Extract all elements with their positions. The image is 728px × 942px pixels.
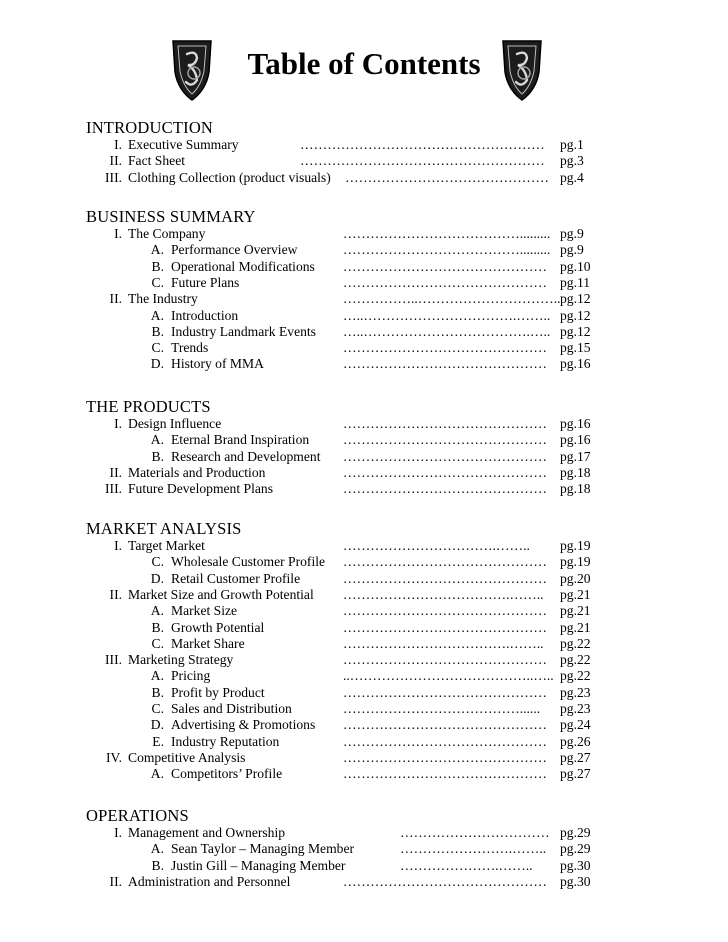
- dot-leader: ……………..…………………………..: [343, 291, 560, 307]
- entry-label: Marketing Strategy: [128, 652, 234, 668]
- entry-label: Introduction: [171, 307, 239, 323]
- entry-number: A.: [150, 242, 164, 258]
- entry-label: Market Share: [171, 635, 245, 651]
- dot-leader: ………………………………………: [343, 464, 547, 480]
- dot-leader: ………………………………………: [343, 873, 547, 889]
- dot-leader: ………………………………………: [343, 432, 547, 448]
- crest-logo-icon: [500, 38, 544, 102]
- toc-subentry[interactable]: [0, 308, 728, 324]
- entry-number: D.: [150, 570, 164, 586]
- toc-entry[interactable]: [0, 170, 728, 186]
- dot-leader: ………………………………………: [343, 340, 547, 356]
- entry-number: C.: [151, 274, 164, 290]
- entry-label: Pricing: [171, 668, 211, 684]
- entry-label: Administration and Personnel: [128, 873, 291, 889]
- dot-leader: ………………………………………: [343, 603, 547, 619]
- page-number: pg.22: [560, 668, 591, 684]
- section-heading: OPERATIONS: [86, 806, 189, 825]
- entry-label: Clothing Collection (product visuals): [128, 169, 331, 185]
- entry-label: Market Size and Growth Potential: [128, 586, 314, 602]
- entry-label: Sean Taylor – Managing Member: [171, 841, 355, 857]
- dot-leader: ………………………………………: [343, 749, 547, 765]
- section-heading: BUSINESS SUMMARY: [86, 207, 256, 226]
- page-number: pg.12: [560, 307, 591, 323]
- entry-number: C.: [151, 554, 164, 570]
- document-header: [0, 38, 728, 108]
- page-number: pg.27: [560, 749, 591, 765]
- page-number: pg.27: [560, 766, 591, 782]
- toc-entry[interactable]: [0, 874, 728, 890]
- page-number: pg.11: [560, 274, 591, 290]
- page-number: pg.12: [560, 291, 591, 307]
- toc-entry[interactable]: [0, 481, 728, 497]
- dot-leader: …………………………….……..: [343, 538, 530, 553]
- entry-label: Trends: [171, 340, 209, 356]
- page-number: pg.23: [560, 684, 591, 700]
- entry-number: D.: [150, 717, 164, 733]
- page-number: pg.16: [560, 416, 591, 431]
- dot-leader: ………………….……..: [400, 857, 533, 873]
- toc-subentry[interactable]: [0, 449, 728, 465]
- entry-label: Market Size: [171, 603, 238, 619]
- entry-number: II.: [109, 873, 122, 889]
- page-number: pg.3: [560, 153, 584, 169]
- entry-label: Executive Summary: [128, 137, 239, 152]
- page-number: pg.29: [560, 841, 591, 857]
- entry-label: History of MMA: [171, 356, 264, 372]
- toc-subentry[interactable]: [0, 324, 728, 340]
- entry-number: B.: [151, 684, 164, 700]
- page-number: pg.1: [560, 137, 584, 152]
- entry-label: Management and Ownership: [128, 825, 286, 840]
- entry-number: D.: [150, 356, 164, 372]
- toc-subentry[interactable]: [0, 766, 728, 782]
- dot-leader: ………………………………………: [343, 717, 547, 733]
- entry-label: Future Development Plans: [128, 481, 273, 497]
- dot-leader: ……………………………: [400, 825, 550, 840]
- entry-number: III.: [105, 652, 122, 668]
- entry-label: Competitors’ Profile: [171, 766, 283, 782]
- dot-leader: ………………………………………: [343, 554, 547, 570]
- dot-leader: ………………………………………: [343, 652, 547, 668]
- dot-leader: ……………………………….……..: [343, 586, 544, 602]
- page-number: pg.4: [560, 169, 584, 185]
- entry-number: II.: [109, 153, 122, 169]
- page-number: pg.19: [560, 538, 591, 553]
- page-number: pg.16: [560, 432, 591, 448]
- entry-label: Growth Potential: [171, 619, 265, 635]
- entry-label: Design Influence: [128, 416, 222, 431]
- toc-subentry[interactable]: [0, 554, 728, 570]
- page-number: pg.18: [560, 464, 591, 480]
- entry-number: A.: [150, 307, 164, 323]
- entry-label: Performance Overview: [171, 242, 298, 258]
- entry-label: Target Market: [128, 538, 205, 553]
- entry-label: Retail Customer Profile: [171, 570, 301, 586]
- entry-number: E.: [152, 733, 164, 749]
- entry-number: I.: [114, 825, 122, 840]
- entry-label: Advertising & Promotions: [171, 717, 316, 733]
- entry-label: Profit by Product: [171, 684, 265, 700]
- section-heading: INTRODUCTION: [86, 118, 214, 137]
- toc-subentry[interactable]: [0, 685, 728, 701]
- page-number: pg.20: [560, 570, 591, 586]
- dot-leader: ………………………………………: [343, 258, 547, 274]
- dot-leader: …..……………………………….…..: [343, 323, 551, 339]
- entry-number: B.: [151, 258, 164, 274]
- toc-entry[interactable]: [0, 750, 728, 766]
- toc-subentry[interactable]: [0, 668, 728, 684]
- entry-number: C.: [151, 635, 164, 651]
- toc-entry[interactable]: [0, 416, 728, 432]
- entry-label: Competitive Analysis: [128, 749, 246, 765]
- entry-label: Research and Development: [171, 448, 321, 464]
- page-number: pg.24: [560, 717, 591, 733]
- toc-entry[interactable]: [0, 652, 728, 668]
- entry-label: Sales and Distribution: [171, 701, 292, 716]
- page-number: pg.9: [560, 226, 584, 241]
- page-number: pg.15: [560, 340, 591, 356]
- entry-number: II.: [109, 586, 122, 602]
- dot-leader: ………………………………………: [343, 570, 547, 586]
- dot-leader: ………………………………………: [343, 619, 547, 635]
- page-number: pg.19: [560, 554, 591, 570]
- page-number: pg.30: [560, 857, 591, 873]
- page-title: Table of Contents: [247, 46, 481, 81]
- toc-subentry[interactable]: [0, 275, 728, 291]
- dot-leader: ………………………………………: [343, 274, 547, 290]
- page-number: pg.10: [560, 258, 591, 274]
- section-heading: MARKET ANALYSIS: [86, 519, 242, 538]
- entry-number: III.: [105, 169, 122, 185]
- entry-number: I.: [114, 137, 122, 152]
- dot-leader: …………………………………......: [343, 701, 541, 716]
- entry-number: A.: [150, 603, 164, 619]
- page-number: pg.17: [560, 448, 591, 464]
- toc-entry[interactable]: [0, 465, 728, 481]
- entry-number: A.: [150, 841, 164, 857]
- toc-subentry[interactable]: [0, 432, 728, 448]
- page-number: pg.22: [560, 635, 591, 651]
- page-number: pg.21: [560, 619, 591, 635]
- page-number: pg.16: [560, 356, 591, 372]
- page-number: pg.9: [560, 242, 584, 258]
- dot-leader: ………………………………….........: [343, 226, 551, 241]
- toc-subentry[interactable]: [0, 620, 728, 636]
- dot-leader: ………………………………………: [343, 356, 547, 372]
- toc-entry[interactable]: [0, 226, 728, 242]
- entry-number: B.: [151, 857, 164, 873]
- dot-leader: ………………………………………: [343, 684, 547, 700]
- page-number: pg.12: [560, 323, 591, 339]
- entry-label: Industry Reputation: [171, 733, 280, 749]
- entry-number: B.: [151, 323, 164, 339]
- entry-number: C.: [151, 701, 164, 716]
- toc-subentry[interactable]: [0, 636, 728, 652]
- dot-leader: ………………………………………: [343, 481, 547, 497]
- entry-number: I.: [114, 416, 122, 431]
- section-heading: THE PRODUCTS: [86, 397, 211, 416]
- page-number: pg.21: [560, 586, 591, 602]
- entry-number: I.: [114, 226, 122, 241]
- entry-number: A.: [150, 432, 164, 448]
- entry-number: B.: [151, 619, 164, 635]
- dot-leader: ………………………………….........: [343, 242, 551, 258]
- entry-number: A.: [150, 668, 164, 684]
- dot-leader: ………………………………………: [343, 766, 547, 782]
- toc-entry[interactable]: [0, 587, 728, 603]
- page-number: pg.21: [560, 603, 591, 619]
- toc-subentry[interactable]: [0, 242, 728, 258]
- entry-label: Eternal Brand Inspiration: [171, 432, 310, 448]
- entry-label: The Industry: [128, 291, 198, 307]
- dot-leader: ………………………………………………: [300, 153, 545, 169]
- dot-leader: …..…………………………….……..: [343, 307, 551, 323]
- toc-entry[interactable]: [0, 153, 728, 169]
- dot-leader: ………………………………………: [343, 448, 547, 464]
- dot-leader: ………………………………………: [343, 416, 547, 431]
- toc-subentry[interactable]: [0, 259, 728, 275]
- toc-subentry[interactable]: [0, 701, 728, 717]
- toc-entry[interactable]: [0, 538, 728, 554]
- toc-subentry[interactable]: [0, 603, 728, 619]
- dot-leader: ………………………………………………: [300, 137, 545, 152]
- entry-label: Future Plans: [171, 274, 240, 290]
- entry-number: II.: [109, 291, 122, 307]
- toc-subentry[interactable]: [0, 356, 728, 372]
- entry-number: B.: [151, 448, 164, 464]
- page-number: pg.23: [560, 701, 591, 716]
- entry-number: A.: [150, 766, 164, 782]
- entry-label: Wholesale Customer Profile: [171, 554, 326, 570]
- toc-subentry[interactable]: [0, 717, 728, 733]
- entry-label: Operational Modifications: [171, 258, 315, 274]
- page-number: pg.26: [560, 733, 591, 749]
- dot-leader: ………………………………………: [345, 169, 549, 185]
- dot-leader: ………………………………………: [343, 733, 547, 749]
- entry-label: The Company: [128, 226, 206, 241]
- entry-label: Industry Landmark Events: [171, 323, 316, 339]
- page-number: pg.18: [560, 481, 591, 497]
- entry-number: III.: [105, 481, 122, 497]
- page-number: pg.29: [560, 825, 591, 840]
- dot-leader: ..…………………………………..…..: [343, 668, 554, 684]
- toc-subentry[interactable]: [0, 571, 728, 587]
- dot-leader: ……………………………….……..: [343, 635, 544, 651]
- entry-number: IV.: [106, 749, 122, 765]
- toc-subentry[interactable]: [0, 340, 728, 356]
- entry-number: I.: [114, 538, 122, 553]
- page-number: pg.22: [560, 652, 591, 668]
- toc-subentry[interactable]: [0, 841, 728, 857]
- entry-number: C.: [151, 340, 164, 356]
- dot-leader: …………………….……..: [400, 841, 547, 857]
- toc-entry[interactable]: [0, 291, 728, 307]
- toc-subentry[interactable]: [0, 858, 728, 874]
- entry-label: Justin Gill – Managing Member: [171, 857, 346, 873]
- toc-subentry[interactable]: [0, 734, 728, 750]
- entry-label: Materials and Production: [128, 464, 266, 480]
- page-number: pg.30: [560, 873, 591, 889]
- entry-number: II.: [109, 464, 122, 480]
- toc-entry[interactable]: [0, 137, 728, 153]
- toc-entry[interactable]: [0, 825, 728, 841]
- entry-label: Fact Sheet: [128, 153, 186, 169]
